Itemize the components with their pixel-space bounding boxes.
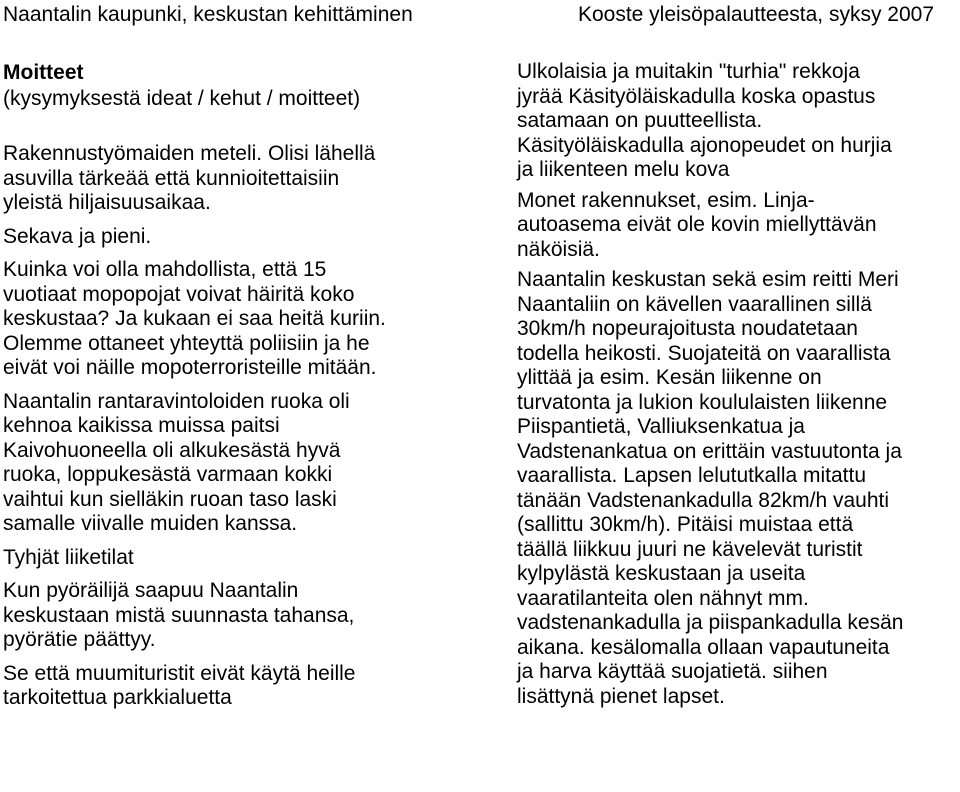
feedback-line: Piispantietä, Valliuksenkatua ja [517,415,805,438]
left-column [3,60,463,720]
feedback-line: Ulkolaisia ja muitakin "turhia" rekkoja [517,60,860,83]
feedback-line: kylpylästä keskustaan ja useita [517,562,806,585]
feedback-line: ylittää ja esim. Kesän liikenne on [517,366,822,389]
feedback-line: Olemme ottaneet yhteyttä poliisiin ja he [3,331,370,355]
feedback-line: autoasema eivät ole kovin miellyttävän [517,213,877,236]
feedback-line: ja harva käyttää suojatietä. siihen [517,660,828,683]
feedback-line: Vadstenankatua on erittäin vastuutonta ja [517,439,902,463]
feedback-line: vuotiaat mopopojat voivat häiritä koko [3,282,355,306]
feedback-line: tänään Vadstenankadulla 82km/h vauhti [517,488,890,512]
feedback-paragraph [3,662,463,711]
page-header [0,0,960,30]
feedback-paragraph [3,546,463,571]
feedback-line: aikana. kesälomalla ollaan vapautuneita [517,635,890,659]
feedback-line: jyrää Käsityöläiskadulla koska opastus [517,84,876,108]
feedback-line: todella heikosti. Suojateitä on vaarallista [517,341,891,365]
feedback-paragraph [3,390,463,537]
section-heading: Moitteet [3,61,84,84]
feedback-line: ja liikenteen melu kova [517,158,730,181]
section-subheading: (kysymyksestä ideat / kehut / moitteet) [3,87,361,110]
feedback-line: vaaratilanteita olen nähnyt mm. [517,586,809,610]
left-feedback-list [3,142,463,711]
feedback-line: asuvilla tärkeää että kunnioitettaisiin [3,166,340,190]
feedback-line: satamaan on puutteellista. [517,109,763,132]
feedback-line: keskustaan mistä suunnasta tahansa, [3,603,355,627]
feedback-paragraph [517,189,957,263]
feedback-paragraph [3,142,463,216]
header-report-title: Kooste yleisöpalautteesta, syksy 2007 [577,3,934,26]
feedback-line: tarkoitettua parkkialuetta [3,686,232,709]
feedback-line: lisättynä pienet lapset. [517,684,725,708]
feedback-line: Tyhjät liiketilat [3,545,134,569]
right-feedback-list [517,60,957,709]
feedback-line: täällä liikkuu juuri ne kävelevät turistit [517,537,863,561]
feedback-line: ruoka, loppukesästä varmaan kokki [3,463,333,486]
feedback-paragraph [3,225,463,250]
feedback-line: Naantaliin on kävellen vaarallinen sillä [517,292,872,316]
feedback-line: samalle viivalle muiden kanssa. [3,512,298,535]
feedback-line: vadstenankadulla ja piispankadulla kesän [517,611,904,634]
feedback-paragraph [3,258,463,381]
feedback-line: keskustaa? Ja kukaan ei saa heitä kuriin. [3,307,386,330]
feedback-line: turvatonta ja lukion koululaisten liikenne [517,390,888,414]
feedback-paragraph [517,268,957,709]
feedback-line: Se että muumituristit eivät käytä heille [3,661,356,685]
feedback-line: Käsityöläiskadulla ajonopeudet on hurjia [517,133,892,157]
header-organization-title: Naantalin kaupunki, keskustan kehittäminen [3,3,413,26]
feedback-line: Rakennustyömaiden meteli. Olisi lähellä [3,142,376,165]
right-column [517,60,957,715]
feedback-line: Kuinka voi olla mahdollista, että 15 [3,258,327,281]
feedback-line: Kun pyöräilijä saapuu Naantalin [3,579,299,602]
feedback-line: näköisiä. [517,237,600,261]
feedback-line: Sekava ja pieni. [3,224,152,248]
feedback-line: 30km/h nopeurajoitusta noudatetaan [517,317,858,340]
feedback-line: pyörätie päättyy. [3,628,156,651]
feedback-line: yleistä hiljaisuusaikaa. [3,191,211,214]
feedback-line: Naantalin rantaravintoloiden ruoka oli [3,389,350,413]
feedback-line: (sallittu 30km/h). Pitäisi muistaa että [517,513,854,536]
feedback-line: vaihtui kun sielläkin ruoan taso laski [3,487,337,511]
feedback-line: eivät voi näille mopoterroristeille mitään. [3,356,377,379]
feedback-line: Kaivohuoneella oli alkukesästä hyvä [3,438,341,462]
feedback-paragraph [517,60,957,183]
feedback-line: Naantalin keskustan sekä esim reitti Meri [517,268,899,291]
feedback-line: Monet rakennukset, esim. Linja- [517,188,815,212]
feedback-line: vaarallista. Lapsen lelututkalla mitattu [517,464,867,487]
feedback-paragraph [3,579,463,653]
feedback-line: kehnoa kaikissa muissa paitsi [3,414,280,437]
